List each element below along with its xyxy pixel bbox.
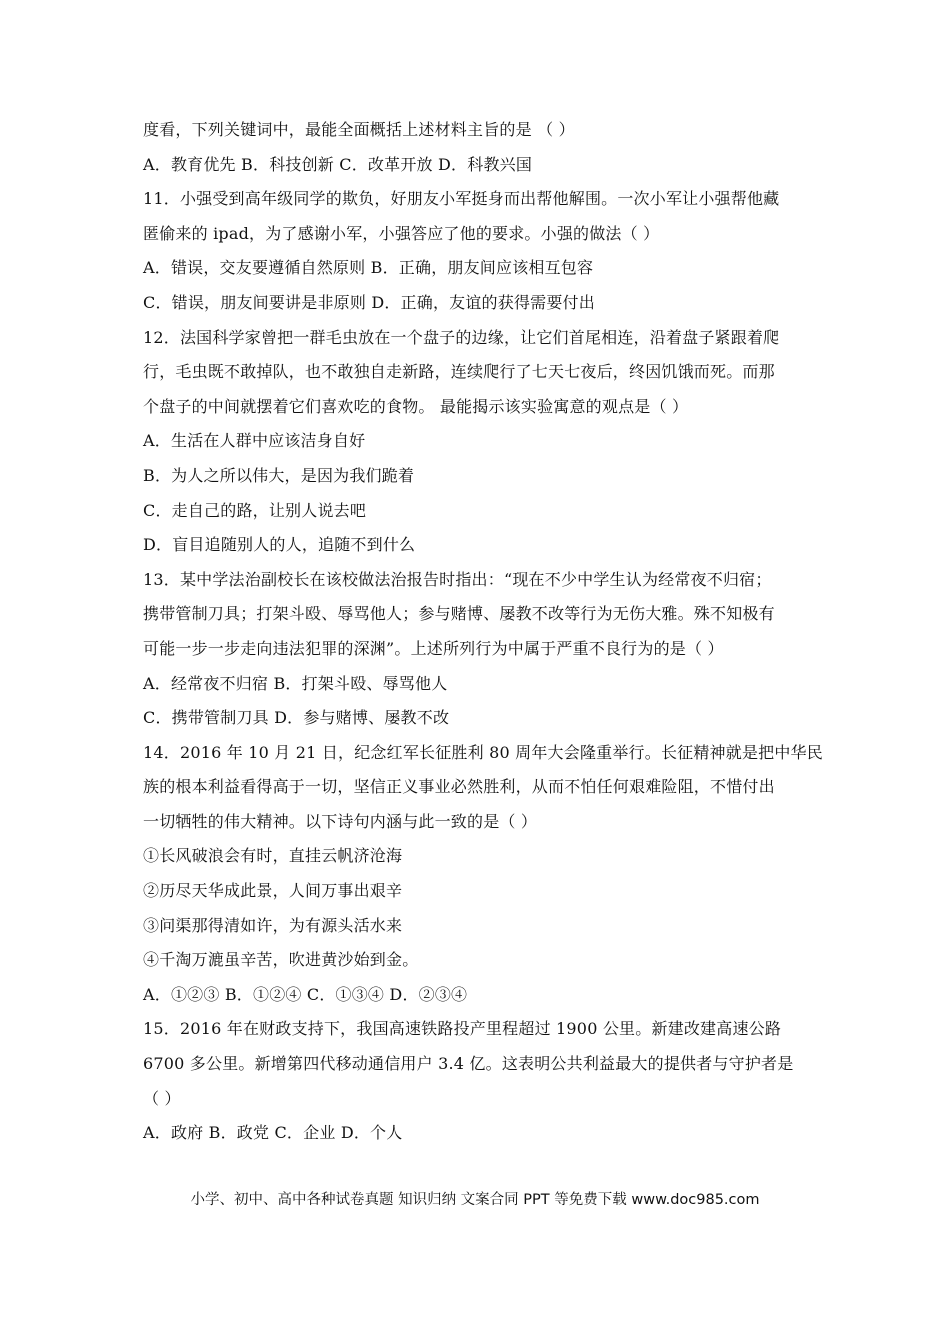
text-line: 行，毛虫既不敢掉队，也不敢独自走新路，连续爬行了七天七夜后，终因饥饿而死。而那 [143,362,775,382]
text-line: A．政府 B．政党 C．企业 D．个人 [143,1123,403,1143]
text-line: 6700 多公里。新增第四代移动通信用户 3.4 亿。这表明公共利益最大的提供者与守护者是 [143,1054,794,1074]
question-14: 14．2016 年 10 月 21 日，纪念红军长征胜利 80 周年大会隆重举行。长征精神就是把中华民 [143,742,823,762]
question-12: 12．法国科学家曾把一群毛虫放在一个盘子的边缘，让它们首尾相连，沿着盘子紧跟着爬 [143,327,780,347]
text-line: D．盲目追随别人的人，追随不到什么 [143,535,416,555]
text-line: A．错误，交友要遵循自然原则 B．正确，朋友间应该相互包容 [143,258,594,278]
text-line: A．生活在人群中应该洁身自好 [143,431,366,451]
text-line: C．携带管制刀具 D．参与赌博、屡教不改 [143,708,450,728]
text-line: C．错误，朋友间要讲是非原则 D．正确，友谊的获得需要付出 [143,292,595,312]
page-footer: 小学、初中、高中各种试卷真题 知识归纳 文案合同 PPT 等免费下载 www.doc985.com [190,1192,760,1208]
text-line: A．经常夜不归宿 B．打架斗殴、辱骂他人 [143,673,448,693]
text-line: （ ） [143,1088,181,1108]
text-line: 携带管制刀具；打架斗殴、辱骂他人；参与赌博、屡教不改等行为无伤大雅。殊不知极有 [143,604,775,624]
text-line: 个盘子的中间就摆着它们喜欢吃的食物。 最能揭示该实验寓意的观点是（ ） [143,396,689,416]
text-line: ①长风破浪会有时，直挂云帆济沧海 [143,846,403,866]
question-13: 13．某中学法治副校长在该校做法治报告时指出：“现在不少中学生认为经常夜不归宿； [143,569,772,589]
text-line: 族的根本利益看得高于一切，坚信正义事业必然胜利，从而不怕任何艰难险阻，不惜付出 [143,777,775,797]
text-line: ④千淘万漉虽辛苦，吹进黄沙始到金。 [143,950,419,970]
text-line: C．走自己的路，让别人说去吧 [143,500,367,520]
text-line: 度看，下列关键词中，最能全面概括上述材料主旨的是 （ ） [143,120,575,139]
text-line: B．为人之所以伟大，是因为我们跪着 [143,465,415,485]
text-line: ③问渠那得清如许，为有源头活水来 [143,915,403,935]
text-line: A．①②③ B．①②④ C．①③④ D．②③④ [143,984,468,1004]
text-line: 匿偷来的 ipad，为了感谢小军，小强答应了他的要求。小强的做法（ ） [143,223,660,243]
text-line: ②历尽天华成此景，人间万事出艰辛 [143,881,403,901]
question-15: 15．2016 年在财政支持下，我国高速铁路投产里程超过 1900 公里。新建改建高速公路 [143,1019,782,1039]
text-line: 可能一步一步走向违法犯罪的深渊”。上述所列行为中属于严重不良行为的是（ ） [143,638,724,658]
text-line: A．教育优先 B．科技创新 C．改革开放 D．科教兴国 [143,154,533,174]
text-line: 一切牺牲的伟大精神。以下诗句内涵与此一致的是（ ） [143,811,538,831]
question-11: 11．小强受到高年级同学的欺负，好朋友小军挺身而出帮他解围。一次小军让小强帮他藏 [143,189,780,209]
exam-content [143,113,823,1151]
